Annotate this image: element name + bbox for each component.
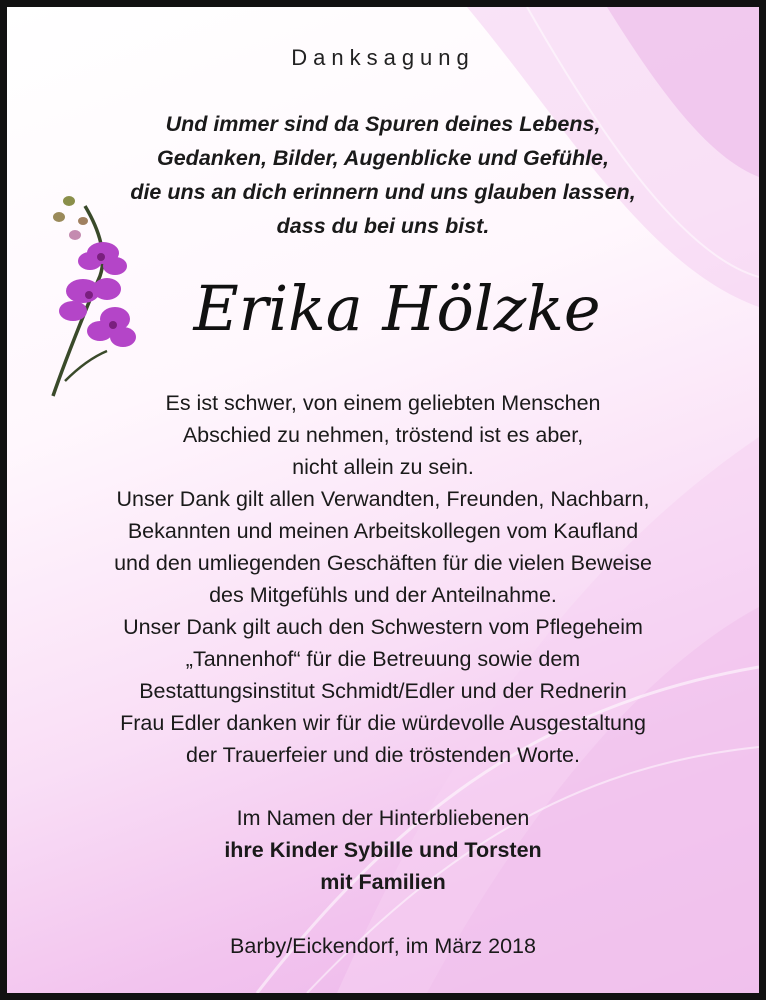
text-line: des Mitgefühls und der Anteilnahme. [209, 583, 557, 607]
place-date: Barby/Eickendorf, im März 2018 [230, 934, 536, 958]
poem-line: Und immer sind da Spuren deines Lebens, [165, 112, 601, 136]
signature-families: mit Familien [320, 870, 446, 894]
text-line: und den umliegenden Geschäften für die vielen Beweise [114, 551, 652, 575]
signature-names: ihre Kinder Sybille und Torsten [224, 838, 542, 862]
heading: Danksagung [291, 45, 475, 70]
signature-intro: Im Namen der Hinterbliebenen [236, 806, 530, 830]
text-line: Bestattungsinstitut Schmidt/Edler und der Rednerin [139, 679, 627, 703]
text-line: Unser Dank gilt allen Verwandten, Freunden, Nachbarn, [116, 487, 650, 511]
text-line: „Tannenhof“ für die Betreuung sowie dem [185, 647, 581, 671]
deceased-name: Erika Hölzke [193, 272, 601, 345]
text-line: der Trauerfeier und die tröstenden Worte. [186, 743, 580, 767]
text-line: nicht allein zu sein. [292, 455, 474, 479]
text-line: Unser Dank gilt auch den Schwestern vom Pflegeheim [123, 615, 643, 639]
text-line: Abschied zu nehmen, tröstend ist es aber, [182, 423, 584, 447]
text-line: Frau Edler danken wir für die würdevolle Ausgestaltung [120, 711, 646, 735]
thanks-text [7, 387, 759, 771]
signature-block [7, 802, 759, 898]
text-line: Bekannten und meinen Arbeitskollegen vom Kaufland [127, 519, 639, 543]
orchid-flower-icon [45, 191, 145, 401]
poem-line: die uns an dich erinnern und uns glauben lassen, [130, 180, 636, 204]
text-line: Es ist schwer, von einem geliebten Menschen [165, 391, 601, 415]
poem-line: dass du bei uns bist. [276, 214, 490, 238]
poem-line: Gedanken, Bilder, Augenblicke und Gefühle, [157, 146, 609, 170]
